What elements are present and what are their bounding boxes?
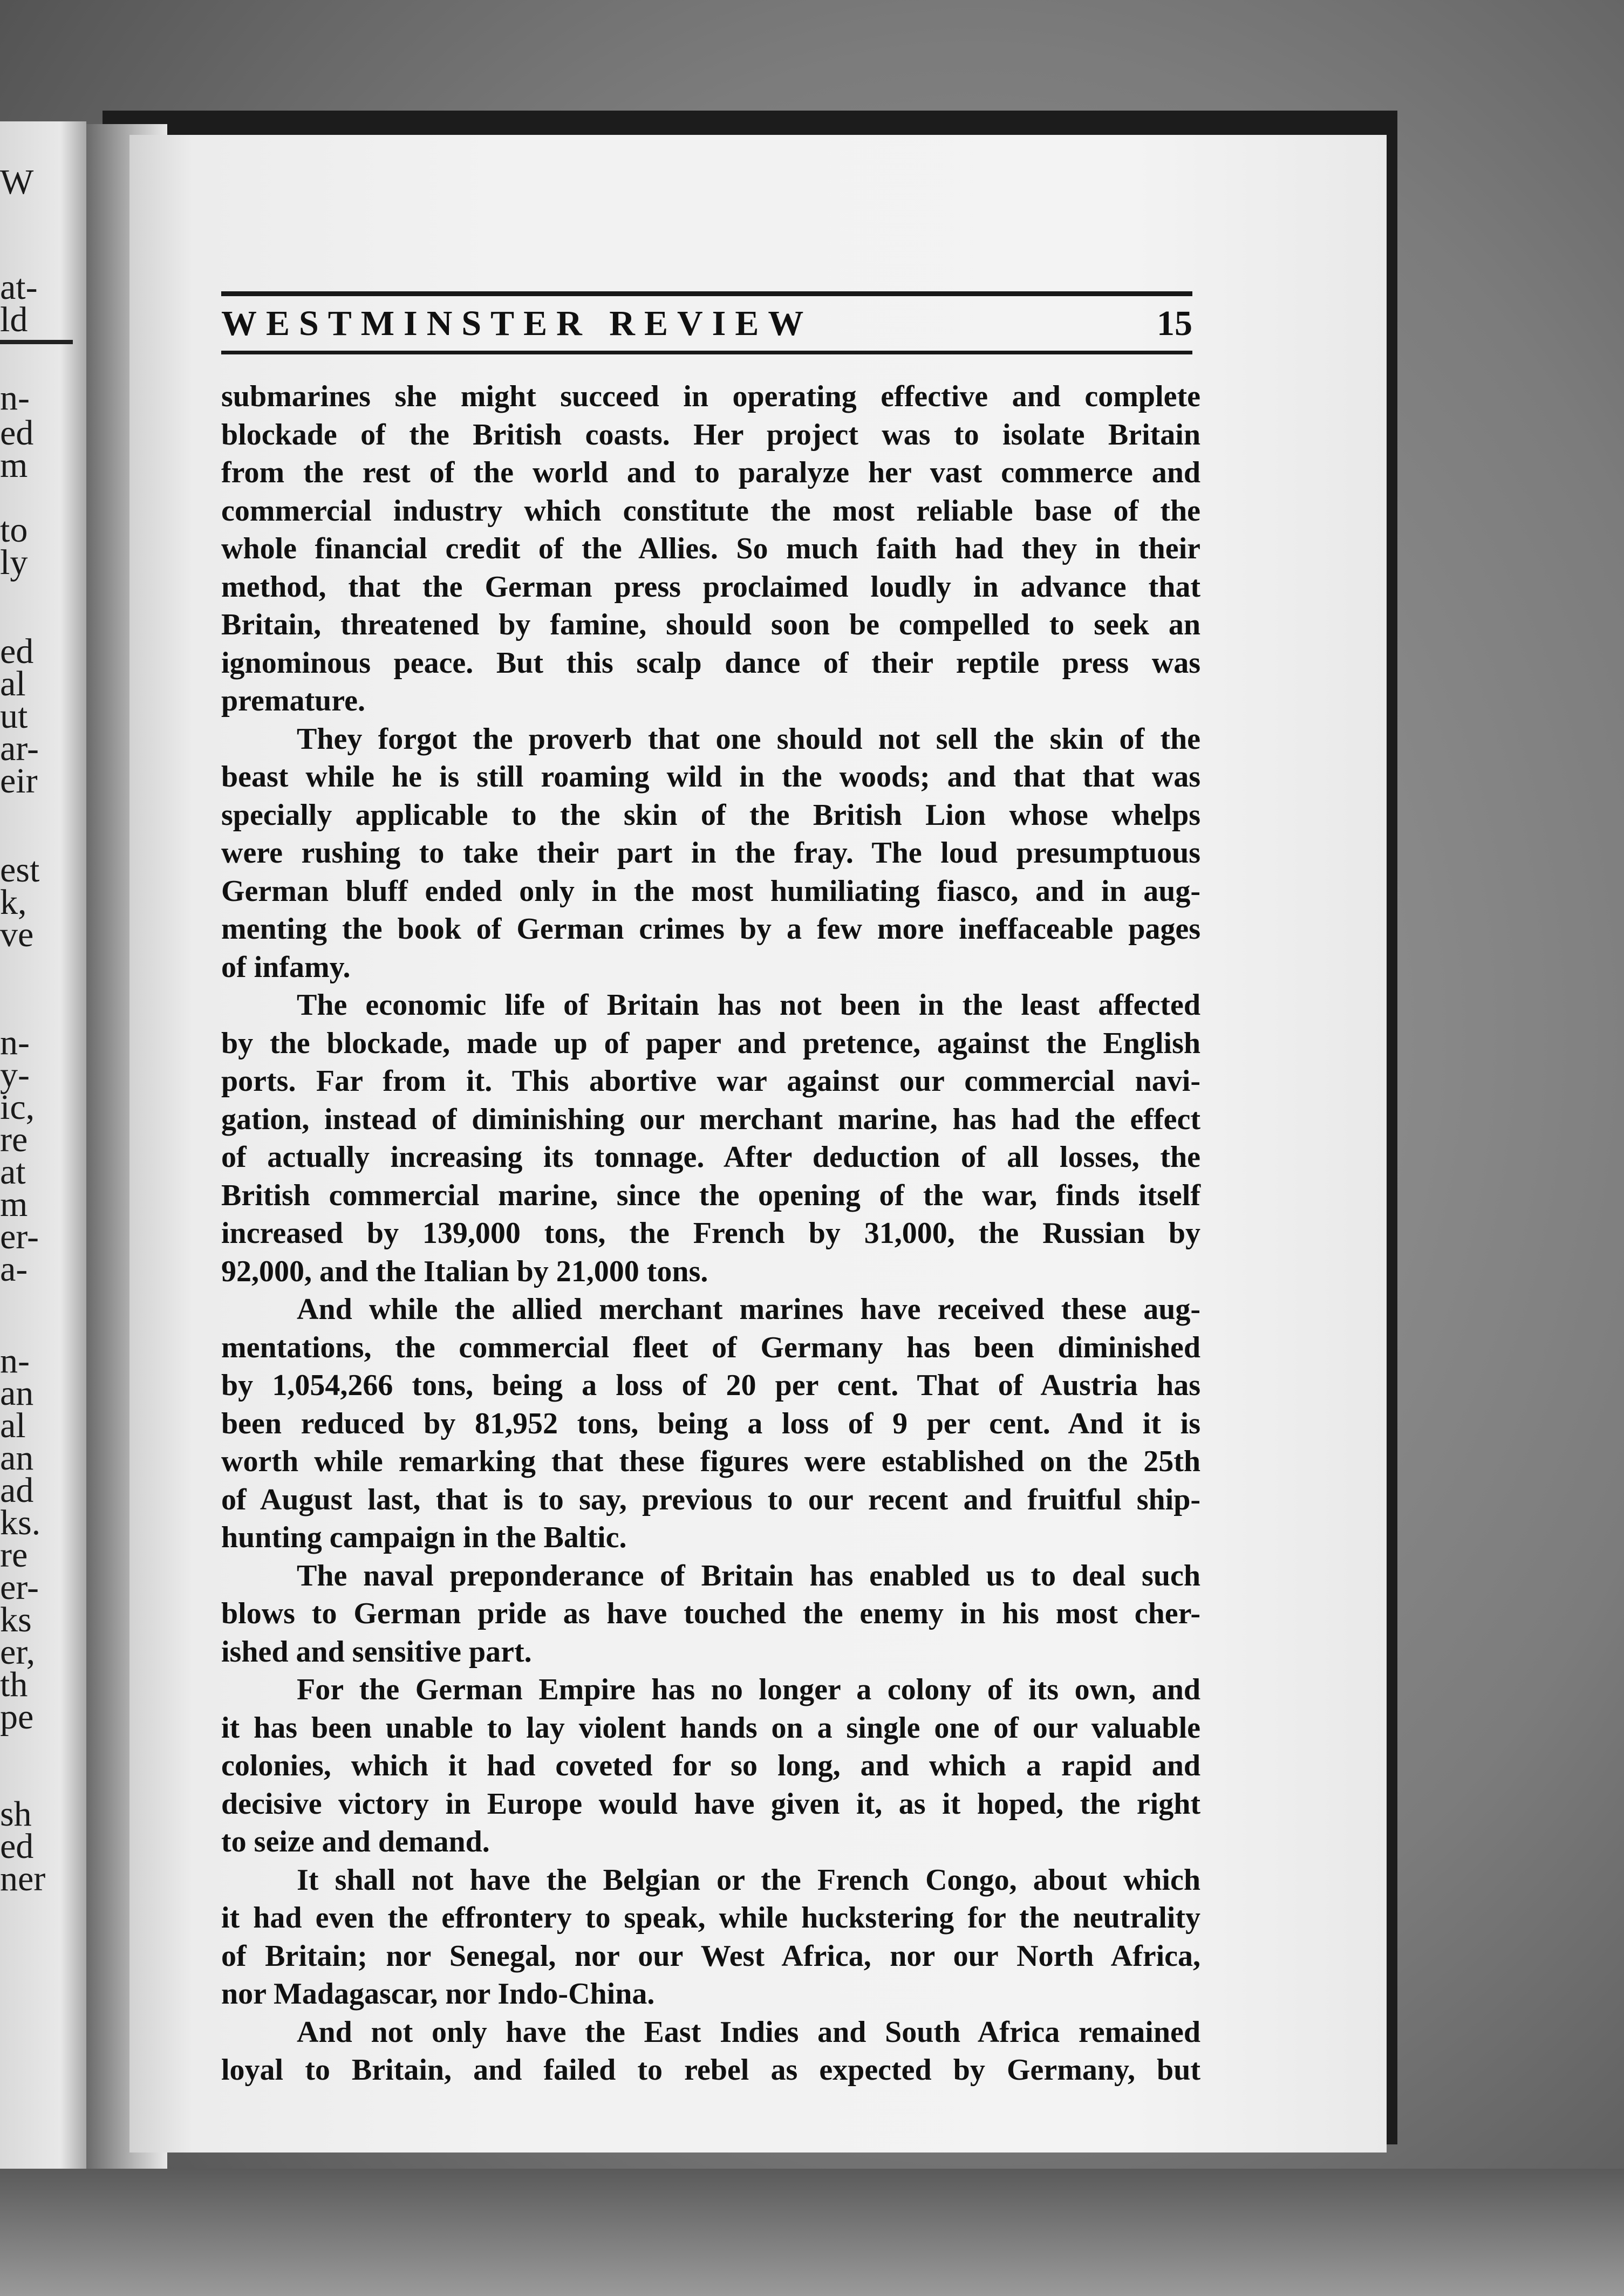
facing-page-fragment: an [0, 1374, 34, 1413]
facing-page-fragment: ic, [0, 1088, 35, 1127]
facing-page-fragment: ar- [0, 729, 39, 768]
text-line: British commercial marine, since the opening of the war, finds itself [221, 1178, 1200, 1212]
text-line: increased by 139,000 tons, the French by 31,000, the Russian by [221, 1217, 1200, 1250]
text-line: The naval preponderance of Britain has enabled us to deal such [297, 1559, 1200, 1593]
facing-page-fragment: k, [0, 883, 27, 922]
facing-page-fragment: al [0, 664, 26, 703]
facing-page-fragment: m [0, 446, 28, 485]
text-line: premature. [221, 684, 365, 718]
text-line: were rushing to take their part in the fray. The loud presumptuous [221, 836, 1200, 870]
page-number: 15 [1157, 304, 1192, 343]
facing-page-fragment: re [0, 1120, 28, 1159]
text-line: blockade of the British coasts. Her project was to isolate Britain [221, 418, 1200, 452]
facing-page-fragment: ut [0, 696, 28, 736]
body-text [221, 378, 1200, 2089]
running-header [221, 291, 1192, 364]
text-line: They forgot the proverb that one should not sell the skin of the [297, 722, 1200, 756]
text-line: colonies, which it had coveted for so long, and which a rapid and [221, 1749, 1200, 1782]
facing-page-fragment: th [0, 1665, 28, 1704]
text-line: by 1,054,266 tons, being a loss of 20 per cent. That of Austria has [221, 1369, 1200, 1402]
photo-bottom-edge [0, 2169, 1624, 2296]
text-line: The economic life of Britain has not been in the least affected [297, 988, 1200, 1022]
facing-page-fragment: est [0, 850, 40, 890]
header-rule-bottom [221, 351, 1192, 354]
text-line: worth while remarking that these figures were established on the 25th [221, 1445, 1200, 1478]
facing-page-fragment: y- [0, 1055, 30, 1095]
facing-page [0, 121, 86, 2182]
text-line: And not only have the East Indies and South Africa remained [297, 2015, 1200, 2049]
text-line: of infamy. [221, 950, 351, 984]
facing-page-fragment: ks [0, 1600, 32, 1639]
facing-page-fragment: ed [0, 413, 34, 453]
text-line: blows to German pride as have touched the enemy in his most cher- [221, 1597, 1200, 1630]
facing-page-fragment: ld [0, 300, 28, 339]
text-line: from the rest of the world and to paralyze her vast commerce and [221, 456, 1200, 489]
facing-page-fragment: to [0, 510, 28, 550]
text-line: For the German Empire has no longer a colony of its own, and [297, 1673, 1200, 1706]
text-line: whole financial credit of the Allies. So much faith had they in their [221, 532, 1200, 565]
text-line: specially applicable to the skin of the British Lion whose whelps [221, 798, 1200, 832]
facing-page-fragment: ed [0, 632, 34, 671]
facing-page-fragment: er- [0, 1568, 39, 1607]
journal-title: WESTMINSTER REVIEW [221, 304, 813, 343]
text-line: been reduced by 81,952 tons, being a loss of 9 per cent. And it is [221, 1406, 1200, 1440]
header-rule-top [221, 291, 1192, 296]
text-line: decisive victory in Europe would have given it, as it hoped, the right [221, 1787, 1200, 1821]
facing-page-header-rule [0, 340, 73, 344]
text-line: ignominous peace. But this scalp dance of their reptile press was [221, 646, 1200, 680]
facing-page-fragment: an [0, 1438, 34, 1478]
text-line: by the blockade, made up of paper and pretence, against the English [221, 1026, 1200, 1060]
facing-page-fragment: ve [0, 915, 34, 954]
facing-page-fragment: ner [0, 1859, 46, 1898]
facing-page-fragment: W [0, 162, 34, 202]
facing-page-fragment: ed [0, 1827, 34, 1866]
text-line: 92,000, and the Italian by 21,000 tons. [221, 1254, 708, 1288]
text-line: German bluff ended only in the most humiliating fiasco, and in aug- [221, 874, 1200, 908]
text-line: submarines she might succeed in operating effective and complete [221, 380, 1200, 413]
text-line: gation, instead of diminishing our merchant marine, has had the effect [221, 1102, 1200, 1136]
text-line: menting the book of German crimes by a few more ineffaceable pages [221, 912, 1200, 946]
text-line: hunting campaign in the Baltic. [221, 1521, 627, 1554]
facing-page-fragment: re [0, 1535, 28, 1575]
text-line: it had even the effrontery to speak, while huckstering for the neutrality [221, 1901, 1200, 1935]
facing-page-fragment: n- [0, 1023, 30, 1062]
facing-page-fragment: er- [0, 1217, 39, 1256]
text-line: of August last, that is to say, previous to our recent and fruitful ship- [221, 1482, 1200, 1516]
text-line: ports. Far from it. This abortive war against our commercial navi- [221, 1064, 1200, 1098]
facing-page-fragment: ly [0, 543, 28, 582]
facing-page-fragment: er, [0, 1632, 36, 1672]
text-line: beast while he is still roaming wild in the woods; and that that was [221, 760, 1200, 794]
facing-page-fragment: a- [0, 1249, 28, 1289]
facing-page-fragment: n- [0, 378, 30, 418]
text-line: commercial industry which constitute the most reliable base of the [221, 494, 1200, 528]
facing-page-fragment: al [0, 1406, 26, 1445]
facing-page-fragment: at [0, 1152, 26, 1192]
text-line: method, that the German press proclaimed loudly in advance that [221, 570, 1200, 604]
text-line: And while the allied merchant marines have received these aug- [297, 1293, 1200, 1326]
text-line: to seize and demand. [221, 1825, 490, 1858]
facing-page-fragment: ks. [0, 1503, 41, 1542]
facing-page-fragment: eir [0, 761, 38, 801]
text-line: nor Madagascar, nor Indo-China. [221, 1977, 655, 2011]
facing-page-fragment: n- [0, 1341, 30, 1381]
facing-page-fragment: at- [0, 268, 38, 307]
text-line: Britain, threatened by famine, should soon be compelled to seek an [221, 608, 1200, 641]
text-line: It shall not have the Belgian or the French Congo, about which [297, 1863, 1200, 1897]
text-line: of Britain; nor Senegal, nor our West Africa, nor our North Africa, [221, 1939, 1200, 1973]
text-line: mentations, the commercial fleet of Germany has been diminished [221, 1330, 1200, 1364]
text-line: it has been unable to lay violent hands on a single one of our valuable [221, 1711, 1200, 1745]
facing-page-fragment: ad [0, 1471, 34, 1510]
facing-page-fragment: pe [0, 1697, 34, 1737]
facing-page-fragment: sh [0, 1794, 32, 1834]
facing-page-fragment: m [0, 1185, 28, 1224]
text-line: ished and sensitive part. [221, 1635, 532, 1669]
text-line: of actually increasing its tonnage. After deduction of all losses, the [221, 1140, 1200, 1174]
text-line: loyal to Britain, and failed to rebel as expected by Germany, but [221, 2053, 1200, 2087]
